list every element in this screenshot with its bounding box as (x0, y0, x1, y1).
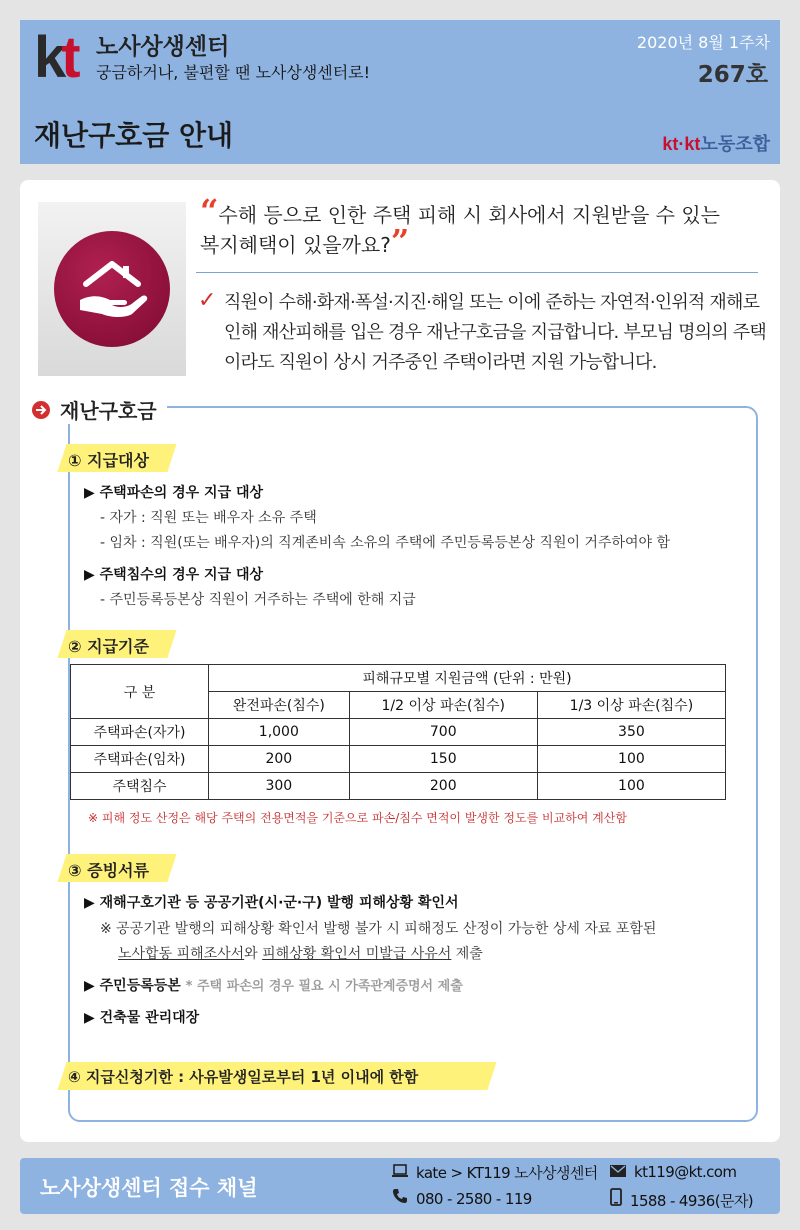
document-2-title: ▶ 주민등록등본 (84, 978, 181, 994)
cell-third: 350 (537, 719, 725, 746)
cell-third: 100 (537, 773, 725, 800)
row-label: 주택파손(임차) (71, 746, 209, 773)
eligibility-item-1b: - 임차 : 직원(또는 배우자)의 직계존비속 소유의 주택에 주민등록등본상 직원이 거주하여야 함 (100, 535, 671, 551)
kate-channel[interactable] (392, 1162, 598, 1183)
table-header-category: 구 분 (71, 665, 209, 719)
union-name: 노동조합 (700, 134, 770, 154)
document-3: ▶ 건축물 관리대장 (84, 1010, 200, 1026)
cell-half: 200 (349, 773, 537, 800)
cell-half: 700 (349, 719, 537, 746)
union-logo (662, 130, 770, 156)
footer-title: 노사상생센터 접수 채널 (40, 1176, 258, 1200)
mobile-phone-icon (610, 1188, 622, 1210)
logo-t: t (61, 25, 76, 90)
phone-text: 080 - 2580 - 119 (416, 1190, 532, 1208)
sms-text: 1588 - 4936(문자) (630, 1192, 753, 1210)
row-label: 주택침수 (71, 773, 209, 800)
cell-half: 150 (349, 746, 537, 773)
close-quote-icon: ” (390, 222, 410, 260)
table-header-full: 완전파손(침수) (209, 692, 350, 719)
table-header-group: 피해규모별 지원금액 (단위 : 만원) (209, 665, 726, 692)
cell-third: 100 (537, 746, 725, 773)
issue-date: 2020년 8월 1주차 (636, 33, 770, 52)
phone-channel[interactable] (392, 1188, 532, 1208)
table-row (71, 773, 726, 800)
eligibility-heading: ① 지급대상 (68, 451, 149, 470)
house-hand-illustration (38, 202, 186, 376)
section-heading (32, 395, 167, 424)
phone-icon (392, 1188, 408, 1208)
eligibility-item-2a: - 주민등록등본상 직원이 거주하는 주택에 한해 지급 (100, 592, 416, 608)
table-header-half: 1/2 이상 파손(침수) (349, 692, 537, 719)
joint-survey-doc: 노사합동 피해조사서 (118, 946, 245, 962)
eligibility-item-2: ▶ 주택침수의 경우 지급 대상 (84, 567, 264, 583)
union-kt-1: kt· (662, 134, 685, 154)
cell-full: 200 (209, 746, 350, 773)
open-quote-icon: “ (200, 192, 219, 230)
footer-contact-bar (20, 1158, 780, 1214)
eligibility-item-1a: - 자가 : 직원 또는 배우자 소유 주택 (100, 510, 317, 526)
union-kt-2: kt (684, 134, 701, 154)
center-name: 노사상생센터 (96, 34, 230, 60)
support-amount-table (70, 664, 726, 800)
eligibility-item-1: ▶ 주택파손의 경우 지급 대상 (84, 485, 264, 501)
page-title: 재난구호금 안내 (34, 119, 234, 152)
cell-full: 1,000 (209, 719, 350, 746)
laptop-icon (392, 1163, 408, 1182)
issue-number: 267호 (697, 62, 768, 88)
arrow-right-icon (32, 401, 50, 419)
criteria-note: ※ 피해 정도 산정은 해당 주택의 전용면적을 기준으로 파손/침수 면적이 발생한 정도를 비교하여 계산함 (88, 811, 627, 825)
submit-text: 제출 (451, 946, 483, 962)
document-1: ▶ 재해구호기관 등 공공기관(시·군·구) 발행 피해상황 확인서 (84, 895, 459, 911)
newsletter-header (20, 20, 780, 164)
document-1-note: ※ 공공기관 발행의 피해상황 확인서 발행 불가 시 피해정도 산정이 가능한 상세 자료 포함된 (100, 921, 657, 937)
row-label: 주택파손(자가) (71, 719, 209, 746)
house-hand-icon (54, 231, 170, 347)
non-issuance-reason-doc: 피해상황 확인서 미발급 사유서 (262, 946, 452, 962)
table-row (71, 719, 726, 746)
document-1-note-cont (118, 943, 483, 963)
email-text: kt119@kt.com (634, 1163, 737, 1181)
table-row (71, 746, 726, 773)
table-header-third: 1/3 이상 파손(침수) (537, 692, 725, 719)
content-card (20, 180, 780, 1142)
document-2 (84, 975, 463, 995)
documents-heading: ③ 증빙서류 (68, 861, 149, 880)
conjunction: 와 (244, 946, 263, 962)
kt-logo (34, 25, 76, 90)
slogan: 궁금하거나, 불편할 땐 노사상생센터로! (96, 63, 371, 82)
section-title: 재난구호금 (60, 399, 157, 423)
question-text: 수해 등으로 인한 주택 피해 시 회사에서 지원받을 수 있는 복지혜택이 있을까요? (200, 203, 720, 257)
envelope-icon (610, 1162, 626, 1181)
deadline-heading: ④ 지급신청기한 : 사유발생일로부터 1년 이내에 한함 (68, 1068, 419, 1086)
check-icon: ✓ (198, 288, 217, 313)
criteria-heading: ② 지급기준 (68, 637, 149, 656)
kate-text: kate > KT119 노사상생센터 (416, 1164, 598, 1182)
document-2-note: * 주택 파손의 경우 필요 시 가족관계증명서 제출 (185, 979, 463, 994)
sms-channel[interactable] (610, 1188, 753, 1211)
faq-answer: 직원이 수해·화재·폭설·지진·해일 또는 이에 준하는 자연적·인위적 재해로 인해 재산피해를 입은 경우 재난구호금을 지급합니다. 부모님 명의의 주택이라도 직원이 상시 거주중인 주택이라면 지원 가능합니다. (224, 292, 766, 373)
logo-k: k (34, 25, 62, 90)
email-channel[interactable] (610, 1162, 736, 1181)
faq-question (200, 192, 740, 260)
cell-full: 300 (209, 773, 350, 800)
divider (196, 272, 758, 273)
